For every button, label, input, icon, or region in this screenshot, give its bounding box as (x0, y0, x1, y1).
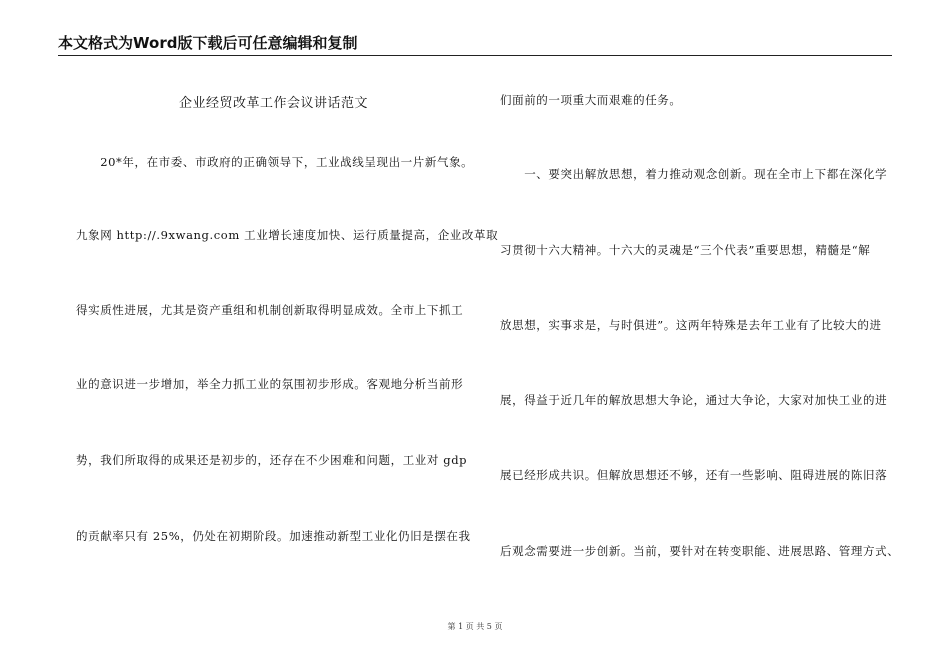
paragraph-line: 得实质性进展，尤其是资产重组和机制创新取得明显成效。全市上下抓工 (76, 303, 464, 317)
page-number: 第 1 页 共 5 页 (447, 622, 503, 631)
paragraph-line: 业的意识进一步增加，举全力抓工业的氛围初步形成。客观地分析当前形 (76, 377, 464, 391)
paragraph-line: 20*年，在市委、市政府的正确领导下，工业战线呈现出一片新气象。 (76, 155, 474, 169)
paragraph-line: 放思想，实事求是，与时俱进”。这两年特殊是去年工业有了比较大的进 (500, 318, 882, 332)
paragraph-line: 九象网 http://.9xwang.com 工业增长速度加快、运行质量提高，企业改革取 (76, 228, 499, 242)
paragraph-line: 势，我们所取得的成果还是初步的，还存在不少困难和问题，工业对 gdp (76, 453, 468, 467)
paragraph-line: 一、要突出解放思想，着力推动观念创新。现在全市上下都在深化学 (500, 167, 888, 181)
right-column (500, 70, 900, 610)
paragraph-line: 展已经形成共识。但解放思想还不够，还有一些影响、阻碍进展的陈旧落 (500, 468, 888, 482)
header-divider (58, 55, 892, 56)
download-notice-banner: 本文格式为Word版下载后可任意编辑和复制 (58, 34, 358, 52)
paragraph-line: 展，得益于近几年的解放思想大争论，通过大争论，大家对加快工业的进 (500, 393, 888, 407)
left-column (76, 70, 499, 610)
paragraph-line: 习贯彻十六大精神。十六大的灵魂是“三个代表”重要思想，精髓是“解 (500, 243, 871, 257)
paragraph-line: 后观念需要进一步创新。当前，要针对在转变职能、进展思路、管理方式、 (500, 544, 900, 558)
document-title: 企业经贸改革工作会议讲话范文 (178, 96, 368, 111)
paragraph-line: 们面前的一项重大而艰难的任务。 (500, 93, 682, 107)
paragraph-line: 的贡献率只有 25%，仍处在初期阶段。加速推动新型工业化仍旧是摆在我 (76, 529, 471, 543)
